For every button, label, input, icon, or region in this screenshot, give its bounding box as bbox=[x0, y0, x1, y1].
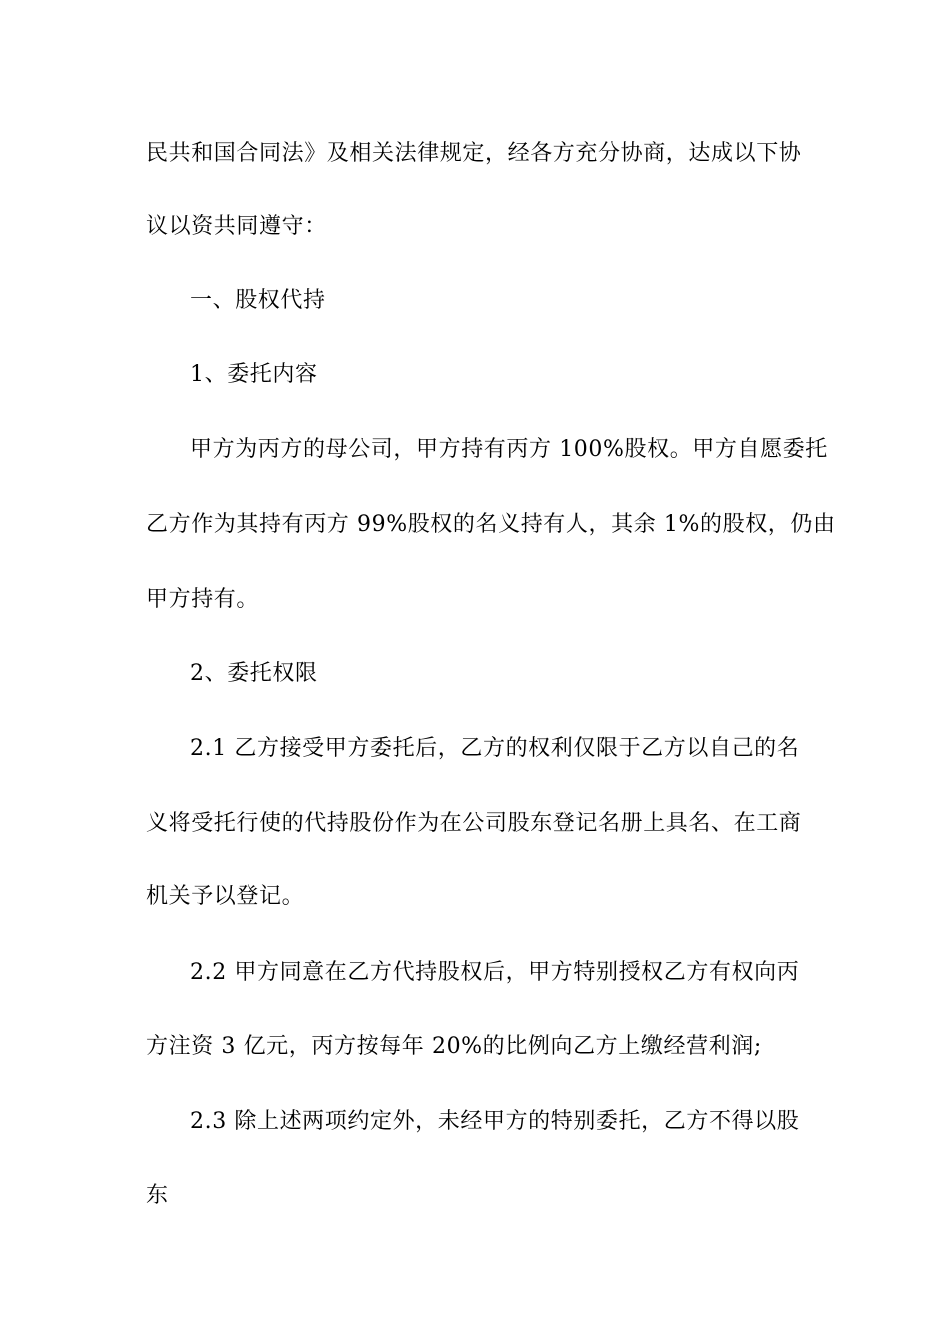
body-text-line: 民共和国合同法》及相关法律规定，经各方充分协商，达成以下协 bbox=[146, 141, 802, 166]
body-text-line: 乙方作为其持有丙方 99%股权的名义持有人，其余 1%的股权，仍由 bbox=[146, 512, 836, 537]
clause-text-line: 方注资 3 亿元，丙方按每年 20%的比例向乙方上缴经营利润; bbox=[146, 1034, 762, 1059]
body-text-line: 甲方持有。 bbox=[146, 587, 260, 612]
clause-text-line: 2.2 甲方同意在乙方代持股权后，甲方特别授权乙方有权向丙 bbox=[190, 960, 800, 985]
body-text-line: 甲方为丙方的母公司，甲方持有丙方 100%股权。甲方自愿委托 bbox=[190, 437, 828, 462]
clause-text-line: 机关予以登记。 bbox=[146, 884, 305, 909]
subsection-heading: 1、委托内容 bbox=[190, 362, 318, 387]
clause-text-line: 2.1 乙方接受甲方委托后，乙方的权利仅限于乙方以自己的名 bbox=[190, 736, 800, 761]
clause-text-line: 义将受托行使的代持股份作为在公司股东登记名册上具名、在工商 bbox=[146, 811, 802, 836]
body-text-line: 议以资共同遵守： bbox=[146, 214, 327, 239]
section-heading: 一、股权代持 bbox=[190, 288, 326, 313]
subsection-heading: 2、委托权限 bbox=[190, 661, 318, 686]
clause-text-line: 2.3 除上述两项约定外，未经甲方的特别委托，乙方不得以股 bbox=[190, 1109, 800, 1134]
clause-text-line: 东 bbox=[146, 1183, 169, 1208]
